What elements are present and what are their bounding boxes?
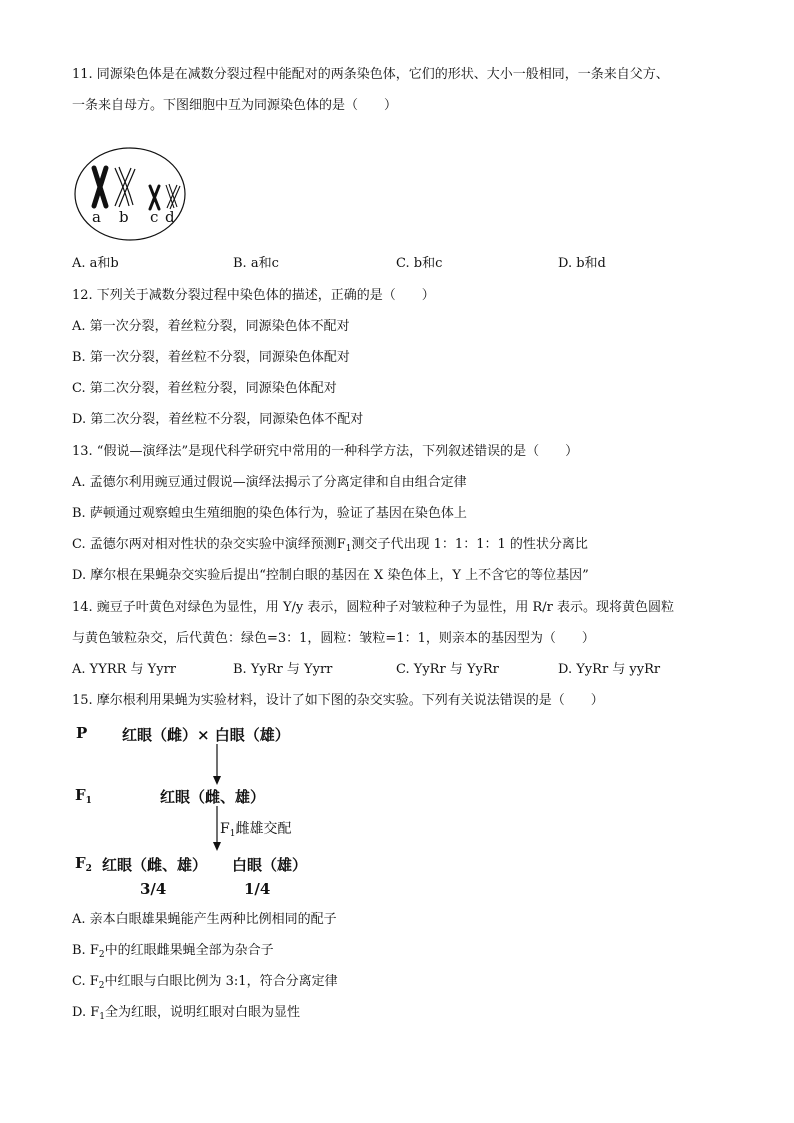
arrow-p-to-f1 [210, 744, 224, 786]
q13-option-c-post: 测交子代出现 1：1：1：1 的性状分离比 [351, 537, 588, 552]
q15-option-d[interactable]: D. $F_1$全为红眼，说明红眼对白眼为显性 [72, 1005, 300, 1022]
label-c: c [150, 208, 159, 226]
chromosome-b [115, 167, 135, 207]
q11-option-a[interactable]: A. a和b [72, 256, 119, 271]
q12-option-d[interactable]: D. 第二次分裂，着丝粒不分裂，同源染色体不配对 [72, 412, 364, 427]
q13-stem: 13. “假说—演绎法”是现代科学研究中常用的一种科学方法，下列叙述错误的是（ ） [72, 444, 579, 459]
chromosome-cell-figure [73, 146, 189, 246]
q13-option-d[interactable]: D. 摩尔根在果蝇杂交实验后提出“控制白眼的基因在 X 染色体上，Y 上不含它的等位基因” [72, 568, 589, 583]
f1-label: $F_1$ [75, 786, 92, 806]
f2-red-ratio: 3/4 [140, 880, 167, 898]
q13-option-a[interactable]: A. 孟德尔利用豌豆通过假说—演绎法揭示了分离定律和自由组合定律 [72, 475, 467, 490]
q12-option-c[interactable]: C. 第二次分裂，着丝粒分裂，同源染色体配对 [72, 381, 337, 396]
p-label: P [76, 724, 88, 742]
q14-stem-line1: 14. 豌豆子叶黄色对绿色为显性，用 Y/y 表示，圆粒种子对皱粒种子为显性，用 R/r 表示。现将黄色圆粒 [72, 600, 675, 615]
q11-option-d[interactable]: D. b和d [558, 256, 606, 271]
q13-option-c-pre: C. 孟德尔两对相对性状的杂交实验中演绎预测F [72, 537, 346, 552]
chromosome-d [166, 184, 180, 209]
q11-stem-line1: 11. 同源染色体是在减数分裂过程中能配对的两条染色体，它们的形状、大小一般相同，一条来自父方、 [72, 67, 669, 82]
f1-phenotype: 红眼（雌、雄） [160, 788, 266, 806]
cell-diagram [73, 146, 189, 242]
mating-note: $F_1$雌雄交配 [220, 821, 292, 839]
q11-stem-line2: 一条来自母方。下图细胞中互为同源染色体的是（ ） [72, 98, 398, 113]
label-a: a [92, 208, 101, 226]
label-d: d [165, 208, 175, 226]
q15-option-b[interactable]: B. $F_2$中的红眼雌果蝇全部为杂合子 [72, 943, 274, 960]
chromosome-a [94, 168, 106, 206]
q13-option-c-sub: 1 [345, 544, 352, 554]
q13-option-b[interactable]: B. 萨顿通过观察蝗虫生殖细胞的染色体行为，验证了基因在染色体上 [72, 506, 467, 521]
q13-option-c[interactable] [72, 536, 588, 558]
f2-label: $F_2$ [75, 854, 92, 874]
q14-option-a[interactable]: A. YYRR 与 Yyrr [72, 662, 177, 677]
q15-stem: 15. 摩尔根利用果蝇为实验材料，设计了如下图的杂交实验。下列有关说法错误的是（ ） [72, 693, 604, 708]
q14-option-b[interactable]: B. YyRr 与 Yyrr [233, 662, 333, 677]
chromosome-c [150, 186, 159, 209]
q15-option-c[interactable]: C. $F_2$中红眼与白眼比例为 3:1，符合分离定律 [72, 974, 338, 991]
q14-option-d[interactable]: D. YyRr 与 yyRr [558, 662, 661, 677]
q11-option-b[interactable]: B. a和c [233, 256, 279, 271]
label-b: b [119, 208, 129, 226]
p-cross: 红眼（雌）× 白眼（雄） [122, 726, 290, 744]
f2-white-ratio: 1/4 [244, 880, 271, 898]
q14-option-c[interactable]: C. YyRr 与 YyRr [396, 662, 499, 677]
q12-stem: 12. 下列关于减数分裂过程中染色体的描述，正确的是（ ） [72, 288, 435, 303]
f2-white-phenotype: 白眼（雄） [232, 856, 308, 874]
f2-red-phenotype: 红眼（雌、雄） [102, 856, 208, 874]
q14-stem-line2: 与黄色皱粒杂交，后代黄色：绿色=3：1，圆粒：皱粒=1：1，则亲本的基因型为（ ） [72, 631, 595, 646]
q15-option-a[interactable]: A. 亲本白眼雄果蝇能产生两种比例相同的配子 [72, 912, 337, 927]
q12-option-a[interactable]: A. 第一次分裂，着丝粒分裂，同源染色体不配对 [72, 319, 350, 334]
q11-option-c[interactable]: C. b和c [396, 256, 443, 271]
q12-option-b[interactable]: B. 第一次分裂，着丝粒不分裂，同源染色体配对 [72, 350, 350, 365]
